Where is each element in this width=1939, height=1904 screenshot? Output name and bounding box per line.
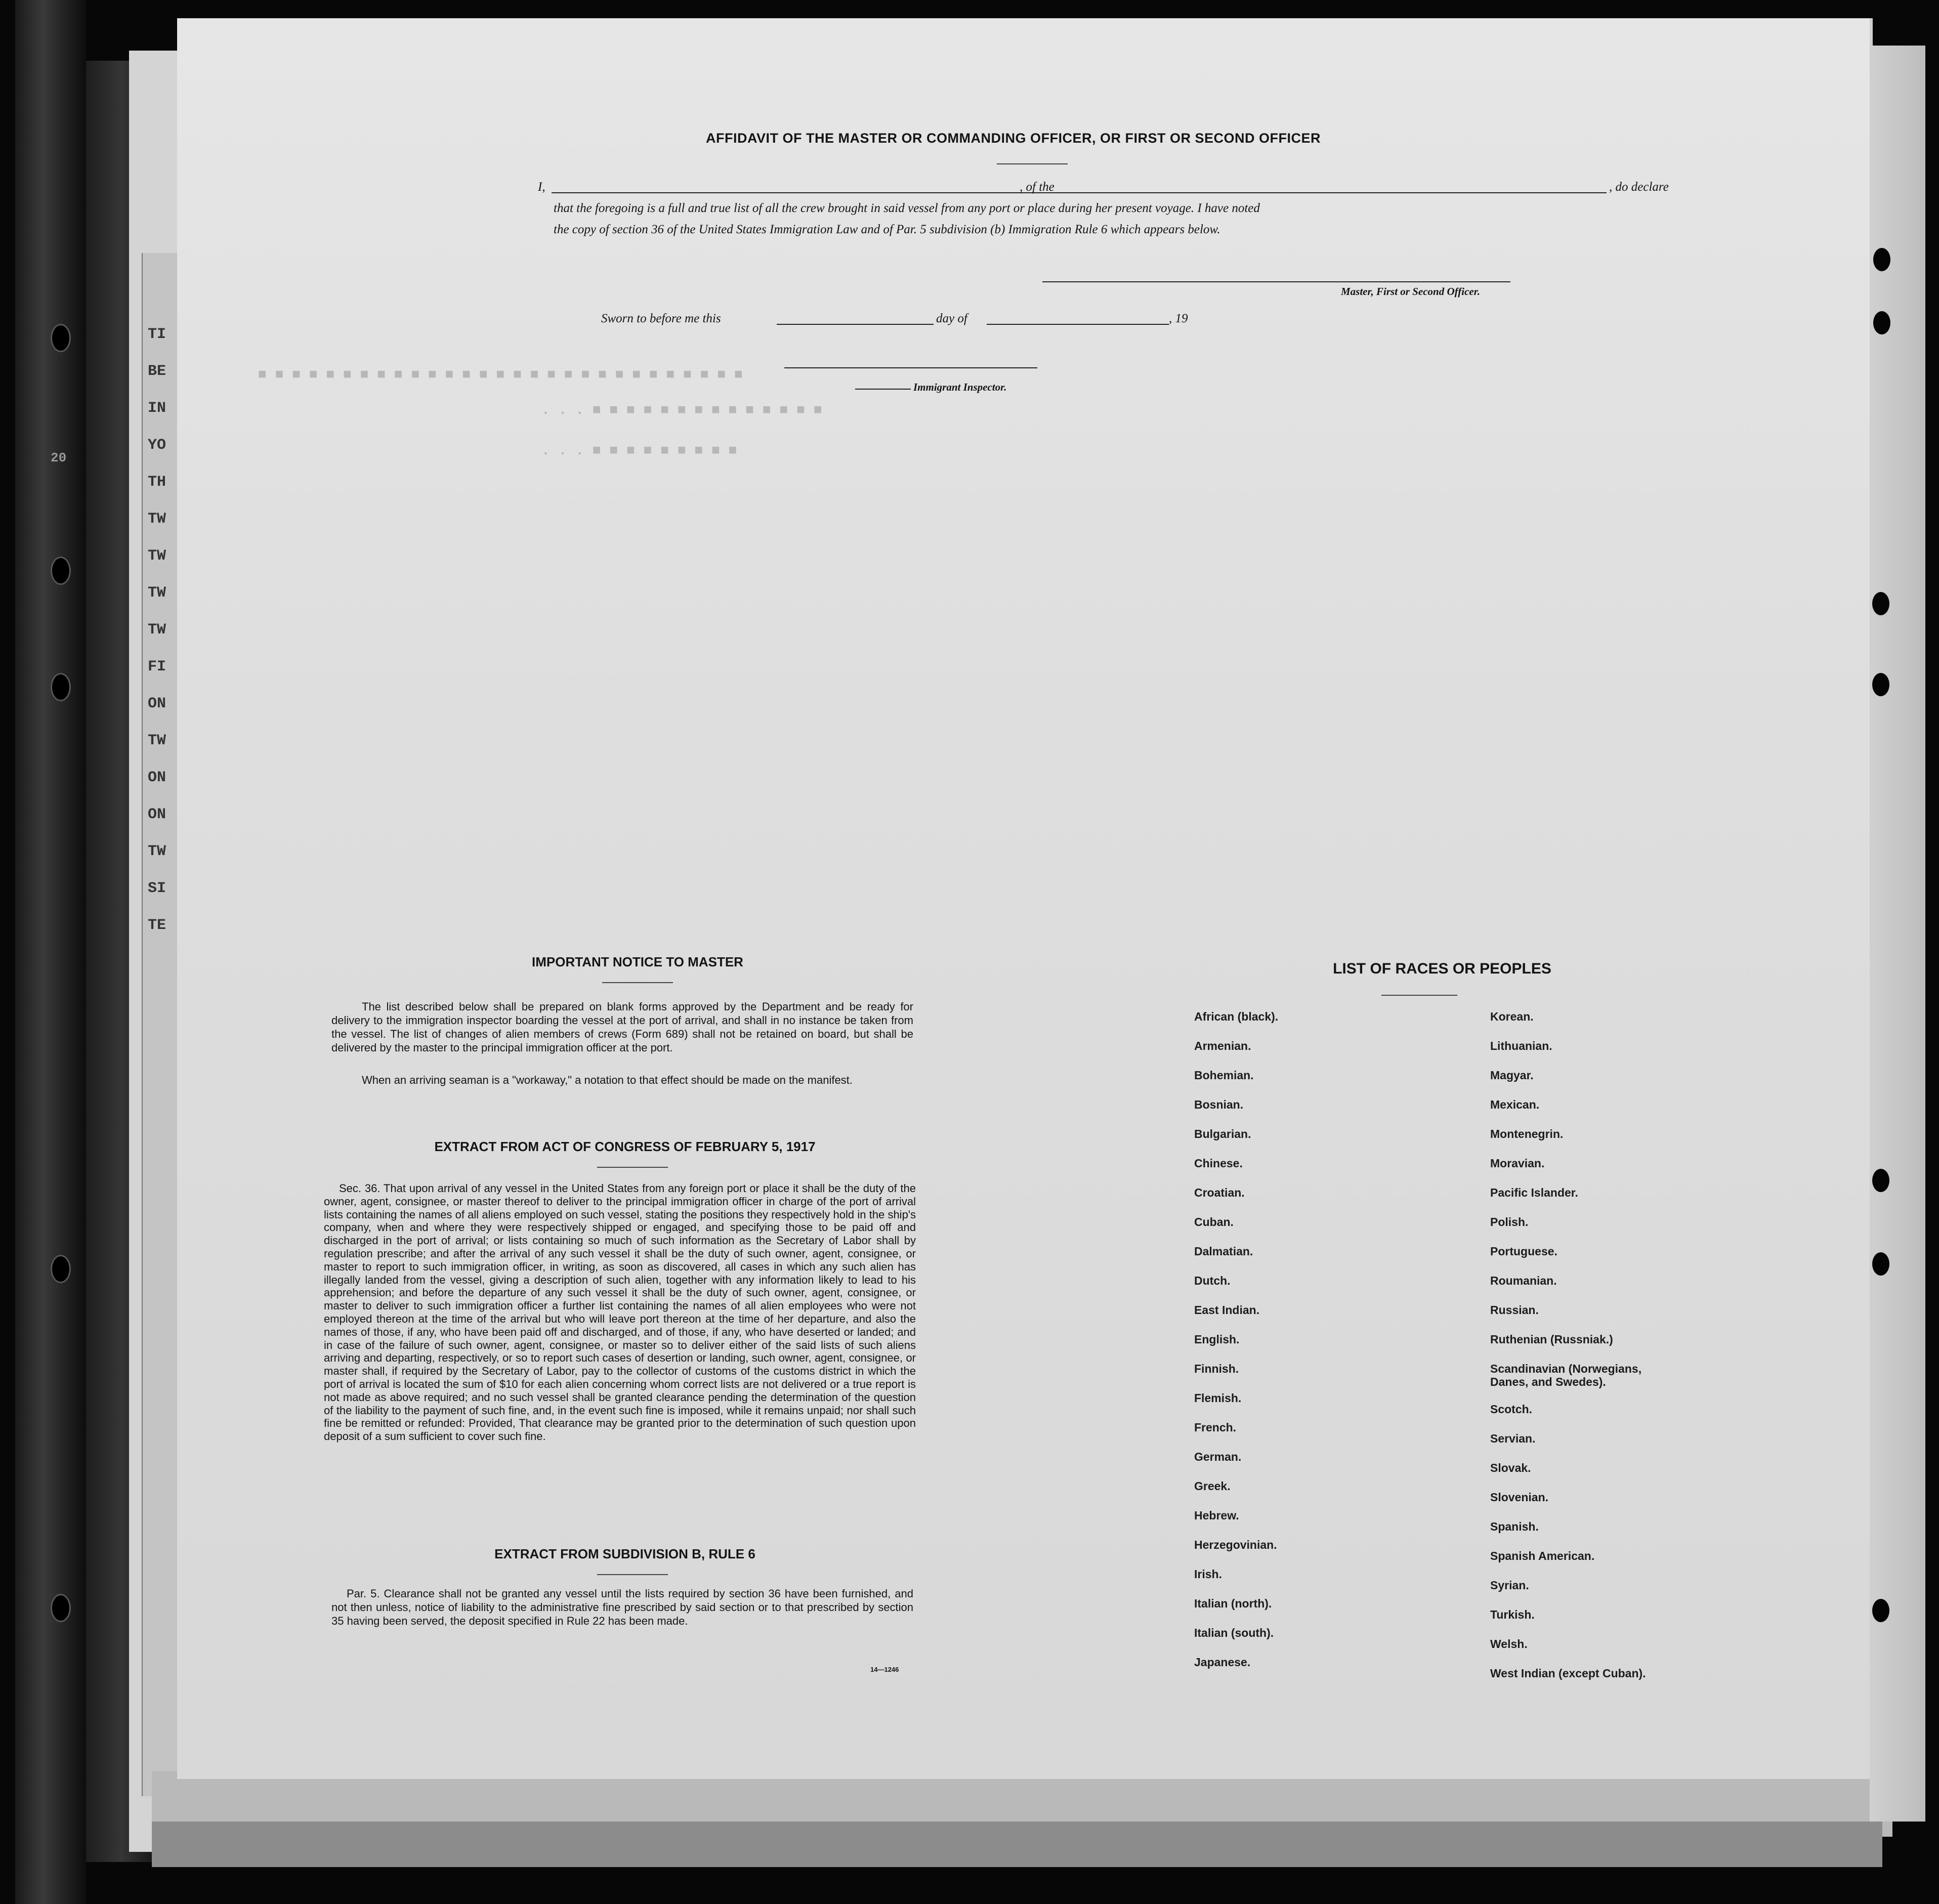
underlying-page-letter: TW [148, 843, 166, 860]
affidavit-i-label: I, [538, 180, 545, 194]
binder-hole [1872, 1599, 1889, 1622]
race-entry: Slovak. [1490, 1461, 1531, 1474]
underlying-page-letter: TW [148, 547, 166, 565]
vessel-blank-line [1088, 192, 1607, 193]
race-entry: English. [1194, 1333, 1240, 1346]
race-entry: Finnish. [1194, 1362, 1239, 1375]
race-entry: Bohemian. [1194, 1069, 1254, 1082]
race-entry: Hebrew. [1194, 1509, 1239, 1522]
underlying-page-letter: ON [148, 806, 166, 823]
affidavit-do-declare-label: , do declare [1609, 180, 1669, 194]
binder-hole [1873, 248, 1890, 271]
binder-strip [15, 0, 86, 1904]
notice-paragraph: When an arriving seaman is a "workaway," a notation to that effect should be made on the manifest. [362, 1074, 853, 1086]
race-entry: Syrian. [1490, 1579, 1529, 1592]
race-entry: Italian (north). [1194, 1597, 1272, 1610]
affidavit-sheet [177, 18, 1873, 1779]
underlying-page-letter: FI [148, 658, 166, 675]
race-entry: Italian (south). [1194, 1626, 1274, 1639]
underlying-page-letter: IN [148, 400, 166, 417]
race-entry: Mexican. [1490, 1098, 1540, 1111]
race-entry: Dutch. [1194, 1274, 1231, 1287]
binder-hole [1872, 1252, 1889, 1276]
race-entry: Irish. [1194, 1568, 1222, 1581]
underlying-page-letter: BE [148, 363, 166, 380]
notice-paragraph: The list described below shall be prepared on blank forms approved by the Department and be ready for delivery to the immigration inspector boarding the vessel at the port of arrival, and shall in no instance be taken from the vessel. The list of changes of alien members of crews (Form 689) shall not be retained on board, but shall be delivered by the master to the principal immigration officer at the port. [331, 1000, 913, 1054]
binder-hole [1872, 592, 1889, 615]
inspector-signature-line [784, 367, 1037, 368]
underlying-page-letter: ON [148, 769, 166, 786]
binder-hole [51, 557, 71, 585]
binder-hole [1872, 1169, 1889, 1192]
race-entry: Servian. [1490, 1432, 1536, 1445]
divider [597, 1167, 668, 1168]
race-entry: Pacific Islander. [1490, 1186, 1578, 1199]
divider [1381, 995, 1457, 996]
rule-extract-heading: EXTRACT FROM SUBDIVISION B, RULE 6 [494, 1546, 755, 1561]
act-extract-text: Sec. 36. That upon arrival of any vessel in the United States from any foreign port or place it shall be the duty of the owner, agent, consignee, or master thereof to deliver to the principal immigration officer in charge of the port of arrival lists containing the names of all aliens employed on such vessel, stating the positions they respectively hold in the ship's company, when and where they were respectively shipped or engaged, and specifying those to be paid off and discharged in the port of arrival; or lists containing so much of such information as the Secretary of Labor shall by regulation prescribe; and after the arrival of any such vessel it shall be the duty of such owner, agent, consignee, or master to report to such immigration officer, in writing, as soon as discovered, all cases in which any such alien has illegally landed from the vessel, giving a description of such alien, together with any information likely to lead to his apprehension; and before the departure of any such vessel it shall be the duty of such owner, agent, consignee, or master to deliver to such immigration officer a further list containing the names of all alien employees who were not employed thereon at the time of the arrival but who will leave port thereon at the time of her departure, and also the names of those, if any, who have been paid off and discharged, and of those, if any, who have deserted or landed; and in case of the failure of such owner, agent, consignee, or master so to deliver either of the said lists of such aliens arriving and departing, respectively, or so to report such cases of desertion or landing, such owner, agent, consignee, or master shall, if required by the Secretary of Labor, pay to the collector of customs of the customs district in which the port of arrival is located the sum of $10 for each alien concerning whom correct lists are not delivered or a true report is not made as above required; and no such vessel shall be granted clearance pending the determination of the question of the liability to the payment of such fine, and, in the event such fine is imposed, while it remains unpaid; nor shall such fine be remitted or refunded: Provided, That clearance may be granted prior to the determination of such question upon deposit of a sum sufficient to cover such fine. [324, 1182, 916, 1443]
binder-hole [1873, 311, 1890, 334]
race-entry: Magyar. [1490, 1069, 1534, 1082]
affidavit-of-the-label: , of the [1020, 180, 1055, 194]
underlying-page-number: 20 [51, 450, 67, 466]
binder-hole [51, 1594, 71, 1622]
act-extract-heading: EXTRACT FROM ACT OF CONGRESS OF FEBRUARY 5, 1917 [434, 1139, 816, 1154]
sworn-year-label: , 19 [1169, 312, 1188, 325]
race-entry: Armenian. [1194, 1039, 1251, 1052]
sworn-month-blank-line [987, 324, 1169, 325]
race-entry: Scandinavian (Norwegians, Danes, and Swedes). [1490, 1362, 1642, 1388]
race-entry: Turkish. [1490, 1608, 1535, 1621]
sworn-date-blank-line [777, 324, 934, 325]
race-entry: Herzegovinian. [1194, 1538, 1277, 1551]
race-entry: Ruthenian (Russniak.) [1490, 1333, 1613, 1346]
race-entry: Slovenian. [1490, 1491, 1549, 1504]
inspector-signature-label: Immigrant Inspector. [913, 381, 1007, 393]
binder-hole [51, 1255, 71, 1283]
binder-hole [51, 324, 71, 352]
underlying-page-letter: ON [148, 695, 166, 712]
underlying-page-letter: TH [148, 474, 166, 491]
race-entry: Greek. [1194, 1479, 1231, 1493]
bleed-through-text: . . . ■ ■ ■ ■ ■ ■ ■ ■ ■ [541, 443, 737, 459]
race-entry: French. [1194, 1421, 1237, 1434]
binder-hole [51, 673, 71, 701]
race-entry: Chinese. [1194, 1157, 1243, 1170]
underlying-page-letter: TW [148, 584, 166, 602]
underlying-page-letter: YO [148, 437, 166, 454]
race-entry: Lithuanian. [1490, 1039, 1552, 1052]
race-entry: Welsh. [1490, 1637, 1528, 1651]
bleed-through-text: ■ ■ ■ ■ ■ ■ ■ ■ ■ ■ ■ ■ ■ ■ ■ ■ ■ ■ ■ ■ ■ ■ ■ ■ ■ ■ ■ ■ ■ [258, 367, 743, 383]
master-signature-label: Master, First or Second Officer. [1341, 285, 1480, 298]
race-entry: Spanish American. [1490, 1549, 1595, 1562]
underlying-page-letter: TW [148, 732, 166, 749]
race-entry: Japanese. [1194, 1656, 1251, 1669]
race-entry: West Indian (except Cuban). [1490, 1667, 1646, 1680]
affidavit-declaration-line: that the foregoing is a full and true list of all the crew brought in said vessel from any port or place during her present voyage. I have noted [554, 201, 1260, 215]
rule-extract-text: Par. 5. Clearance shall not be granted any vessel until the lists required by section 36 have been furnished, and not then unless, notice of liability to the administrative fine prescribed by said section or to that prescribed by section 35 having been served, the deposit specified in Rule 22 has been made. [331, 1587, 913, 1627]
inspector-signature-line [855, 389, 911, 390]
race-entry: Korean. [1490, 1010, 1534, 1023]
binder-hole [1872, 673, 1889, 696]
form-number: 14—1246 [870, 1666, 899, 1673]
race-entry: Portuguese. [1490, 1245, 1557, 1258]
divider [602, 982, 673, 983]
race-entry: African (black). [1194, 1010, 1279, 1023]
race-entry: Bosnian. [1194, 1098, 1244, 1111]
race-entry: Spanish. [1490, 1520, 1539, 1533]
race-entry: Roumanian. [1490, 1274, 1557, 1287]
races-heading: LIST OF RACES OR PEOPLES [1333, 960, 1551, 977]
affidavit-title: AFFIDAVIT OF THE MASTER OR COMMANDING OFFICER, OR FIRST OR SECOND OFFICER [706, 131, 1321, 146]
master-signature-line [1042, 281, 1510, 282]
race-entry: Cuban. [1194, 1215, 1234, 1229]
underlying-page-letter: SI [148, 880, 166, 897]
sheet-edge-shadow [152, 1822, 1882, 1867]
underlying-page-letter: TW [148, 621, 166, 639]
race-entry: Moravian. [1490, 1157, 1545, 1170]
underlying-page-letter: TW [148, 511, 166, 528]
race-entry: Croatian. [1194, 1186, 1245, 1199]
underlying-page-letter: TI [148, 326, 166, 343]
underlying-page-letter: TE [148, 917, 166, 934]
affidavit-declaration-line: the copy of section 36 of the United States Immigration Law and of Par. 5 subdivision (b) Immigration Rule 6 which appears below. [554, 223, 1220, 236]
notice-heading: IMPORTANT NOTICE TO MASTER [532, 954, 743, 969]
divider [997, 163, 1068, 164]
race-entry: Bulgarian. [1194, 1127, 1251, 1140]
race-entry: Russian. [1490, 1303, 1539, 1317]
race-entry: East Indian. [1194, 1303, 1260, 1317]
sworn-day-of-label: day of [936, 312, 967, 325]
sworn-label: Sworn to before me this [601, 312, 721, 325]
race-entry: Scotch. [1490, 1403, 1533, 1416]
race-entry: Flemish. [1194, 1391, 1242, 1405]
race-entry: Dalmatian. [1194, 1245, 1253, 1258]
race-entry: Montenegrin. [1490, 1127, 1564, 1140]
bleed-through-text: . . . ■ ■ ■ ■ ■ ■ ■ ■ ■ ■ ■ ■ ■ ■ [541, 403, 822, 418]
race-entry: Polish. [1490, 1215, 1529, 1229]
race-entry: German. [1194, 1450, 1242, 1463]
divider [597, 1574, 668, 1575]
